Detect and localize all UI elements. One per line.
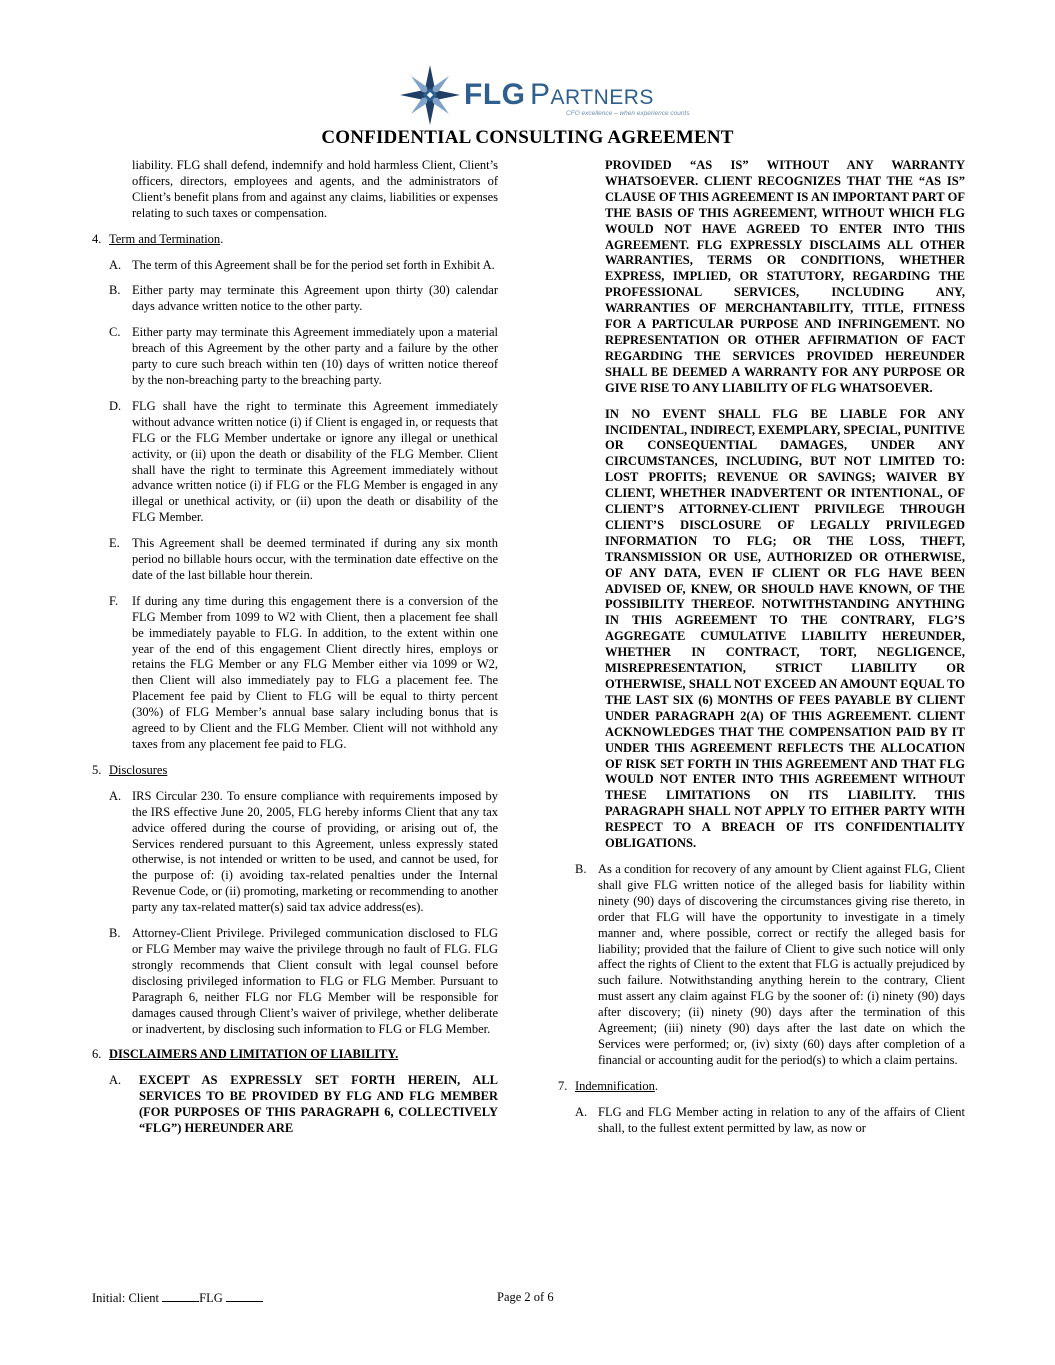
left-column (92, 158, 498, 1137)
item-text: EXCEPT AS EXPRESSLY SET FORTH HEREIN, ALL SERVICES TO BE PROVIDED BY FLG AND FLG MEMBER (FOR PURPOSES OF THIS PARAGRAPH 6, COLLECTIVELY “FLG”) HEREUNDER ARE (139, 1073, 498, 1136)
section-6a (92, 1073, 498, 1137)
section-title: Term and Termination (109, 231, 221, 246)
item-text: Attorney-Client Privilege. Privileged communication disclosed to FLG or FLG Member may waive the privilege through no fault of FLG. FLG strongly recommends that Client consult with legal counsel before disclosing privileged information to FLG or FLG Member. Pursuant to Paragraph 6, neither FLG nor FLG Member will be responsible for damages caused through Client’s waiver of privilege, whether deliberate or inadvertent, by disclosing such information to FLG or FLG Member. (132, 926, 498, 1036)
disclaimer-paragraph: PROVIDED “AS IS” WITHOUT ANY WARRANTY WHATSOEVER. CLIENT RECOGNIZES THAT THE “AS IS” CLAUSE OF THIS AGREEMENT IS AN IMPORTANT PART OF THE BASIS OF THIS AGREEMENT, WITHOUT WHICH FLG WOULD NOT HAVE AGREED TO ENTER INTO THIS AGREEMENT. FLG EXPRESSLY DISCLAIMS ALL OTHER WARRANTIES, TERMS OR CONDITIONS, WHETHER EXPRESS, IMPLIED, OR STATUTORY, REGARDING THE PROFESSIONAL SERVICES, INCLUDING ANY, WARRANTIES OF MERCHANTABILITY, TITLE, FITNESS FOR A PARTICULAR PURPOSE AND INFRINGEMENT. NO REPRESENTATION OR OTHER AFFIRMATION OF FACT REGARDING THE SERVICES PROVIDED HEREUNDER SHALL BE DEEMED A WARRANTY FOR ANY PURPOSE OR GIVE RISE TO ANY LIABILITY OF FLG WHATSOEVER. (605, 158, 965, 395)
right-column (558, 158, 965, 1136)
item-label: D. (109, 398, 122, 413)
page-number: Page 2 of 6 (497, 1290, 554, 1304)
document-title: CONFIDENTIAL CONSULTING AGREEMENT (321, 127, 734, 148)
item-label: A. (575, 1104, 588, 1119)
section-title: Indemnification (575, 1078, 655, 1093)
section-4a (92, 258, 498, 274)
section-number: 5. (92, 762, 102, 777)
item-text: This Agreement shall be deemed terminated if during any six month period no billable hours occur, with the termination date effective on the date of the last billable hour therein. (132, 536, 498, 582)
section-6-heading (92, 1047, 498, 1063)
item-label: B. (109, 283, 121, 298)
section-title: DISCLAIMERS AND LIMITATION OF LIABILITY. (109, 1047, 399, 1062)
section-7-heading (558, 1079, 965, 1095)
section-4f (92, 594, 498, 753)
item-label: B. (575, 861, 587, 876)
item-label: E. (109, 536, 120, 551)
logo-partners: Partners (529, 78, 654, 111)
section-4-heading (92, 232, 498, 248)
initial-flg-label: FLG (199, 1291, 226, 1305)
section-5a (92, 789, 498, 916)
item-text: The term of this Agreement shall be for the period set forth in Exhibit A. (132, 257, 495, 272)
section-number: 7. (558, 1078, 568, 1093)
item-label: B. (109, 926, 121, 941)
section3-continuation: liability. FLG shall defend, indemnify and hold harmless Client, Client’s officers, directors, employees and agents, and the administrators of Client’s benefit plans from and against any claims, liabilities or expenses relating to such taxes or compensation. (132, 158, 498, 220)
item-label: A. (109, 788, 122, 803)
item-text: FLG and FLG Member acting in relation to any of the affairs of Client shall, to the fullest extent permitted by law, as now or (598, 1104, 965, 1135)
section-5b (92, 926, 498, 1037)
logo-flg: FLG (464, 78, 526, 111)
section-number: 6. (92, 1047, 102, 1062)
section-7a (558, 1105, 965, 1137)
section-4b (92, 283, 498, 315)
initial-client-label: Initial: Client (92, 1291, 163, 1305)
section-title: Disclosures (109, 762, 168, 777)
item-text: If during any time during this engagement there is a conversion of the FLG Member from 1099 to W2 with Client, then a placement fee shall be immediately payable to FLG. In addition, to the extent within one year of the end of this engagement Client directly hires, employs or retains the FLG Member or any FLG Member either via 1099 or W2, then Client will also immediately pay to FLG a placement fee. The Placement fee paid by Client to FLG will be equal to thirty percent (30%) of FLG Member’s annual base salary including bonus that is agreed to by Client and the FLG Member. Client will not withhold any taxes from any placement fee paid to FLG. (132, 593, 498, 751)
section-number: 4. (92, 231, 102, 246)
initials-line (92, 1290, 263, 1306)
section-4c (92, 325, 498, 389)
item-label: F. (109, 593, 119, 608)
item-text: FLG shall have the right to terminate this Agreement immediately without advance written notice (i) if Client is engaged in, or requests that FLG or the FLG Member undertake or ignore any illegal or unethical activity, or (ii) upon the death or disability of the FLG Member. Client shall have the right to terminate this Agreement immediately without advance written notice (i) if FLG or the FLG Member is engaged in any illegal or unethical activity, or (ii) upon the death or disability of the FLG Member. (132, 398, 498, 525)
item-text: IRS Circular 230. To ensure compliance with requirements imposed by the IRS effective June 20, 2005, FLG hereby informs Client that any tax advice offered during the course of providing, or arising out of, the Services rendered pursuant to this Agreement, unless expressly stated otherwise, is not intended or written to be used, and cannot be used, for the purpose of: (i) avoiding tax-related penalties under the Internal Revenue Code, or (ii) promoting, marketing or recommending to another party any tax-related matter(s) said tax advice address(es). (132, 788, 498, 915)
section-title-period: . (654, 1078, 658, 1093)
item-text: Either party may terminate this Agreement upon thirty (30) calendar days advance written notice to the other party. (132, 283, 498, 314)
logo-wordmark (464, 78, 654, 112)
section-4d (92, 399, 498, 526)
section-5-heading (92, 763, 498, 779)
section-4e (92, 536, 498, 584)
item-label: A. (109, 257, 122, 272)
item-label: C. (109, 325, 121, 340)
section-6b (558, 862, 965, 1069)
item-text: Either party may terminate this Agreement immediately upon a material breach of this Agreement by the other party and a failure by the other party to cure such breach within ten (10) days of written notice thereof by the non-breaching party to the breaching party. (132, 325, 498, 387)
section-title-period: . (220, 231, 224, 246)
item-text: As a condition for recovery of any amount by Client against FLG, Client shall give FLG written notice of the alleged basis for liability within ninety (90) days of discovering the circumstances giving rise thereto, in order that FLG will have the opportunity to investigate in a timely manner and, where possible, correct or rectify the alleged basis for liability; provided that the failure of Client to give such notice will only affect the rights of Client to the extent that FLG is actually prejudiced by such failure. Notwithstanding anything herein to the contrary, Client must assert any claim against FLG by the sooner of: (i) ninety (90) days after discovery; (ii) ninety (90) days after the termination of this Agreement; (iii) ninety (90) days after the last date on which the Services were performed; or, (iv) sixty (60) days after completion of a financial or accounting audit for the period(s) to which a claim pertains. (598, 861, 965, 1067)
client-initial-blank (162, 1290, 199, 1302)
limitation-paragraph: IN NO EVENT SHALL FLG BE LIABLE FOR ANY INCIDENTAL, INDIRECT, EXEMPLARY, SPECIAL, PUNITIVE OR CONSEQUENTIAL DAMAGES, UNDER ANY CIRCUMSTANCES, INCLUDING, BUT NOT LIMITED TO: LOST PROFITS; REVENUE OR SAVINGS; WAIVER BY CLIENT, WHETHER INADVERTENT OR INTENTIONAL, OF CLIENT’S ATTORNEY-CLIENT PRIVILEGE THROUGH CLIENT’S DISCLOSURE OF LEGALLY PRIVILEGED INFORMATION TO FLG; OR THE LOSS, THEFT, TRANSMISSION OR USE, AUTHORIZED OR OTHERWISE, OF ANY DATA, EVEN IF CLIENT OR FLG HAVE BEEN ADVISED OF, KNEW, OR SHOULD HAVE KNOWN, OF THE POSSIBILITY THEREOF. NOTWITHSTANDING ANYTHING IN THIS AGREEMENT TO THE CONTRARY, FLG’S AGGREGATE CUMULATIVE LIABILITY HEREUNDER, WHETHER IN CONTRACT, TORT, NEGLIGENCE, MISREPRESENTATION, STRICT LIABILITY OR OTHERWISE, SHALL NOT EXCEED AN AMOUNT EQUAL TO THE LAST SIX (6) MONTHS OF FEES PAYABLE BY CLIENT UNDER PARAGRAPH 2(A) OF THIS AGREEMENT. CLIENT ACKNOWLEDGES THAT THE COMPENSATION PAID BY IT UNDER THIS AGREEMENT REFLECTS THE ALLOCATION OF RISK SET FORTH IN THIS AGREEMENT AND THAT FLG WOULD NOT ENTER INTO THIS AGREEMENT WITHOUT THESE LIMITATIONS ON ITS LIABILITY. THIS PARAGRAPH SHALL NOT APPLY TO EITHER PARTY WITH RESPECT TO A BREACH OF ITS CONFIDENTIALITY OBLIGATIONS. (605, 406, 965, 851)
item-label: A. (109, 1073, 122, 1088)
compass-star-icon (396, 64, 460, 126)
flg-initial-blank (226, 1290, 263, 1302)
logo-tagline: CFO excellence – when experience counts (566, 110, 690, 117)
flg-partners-logo (396, 64, 690, 126)
